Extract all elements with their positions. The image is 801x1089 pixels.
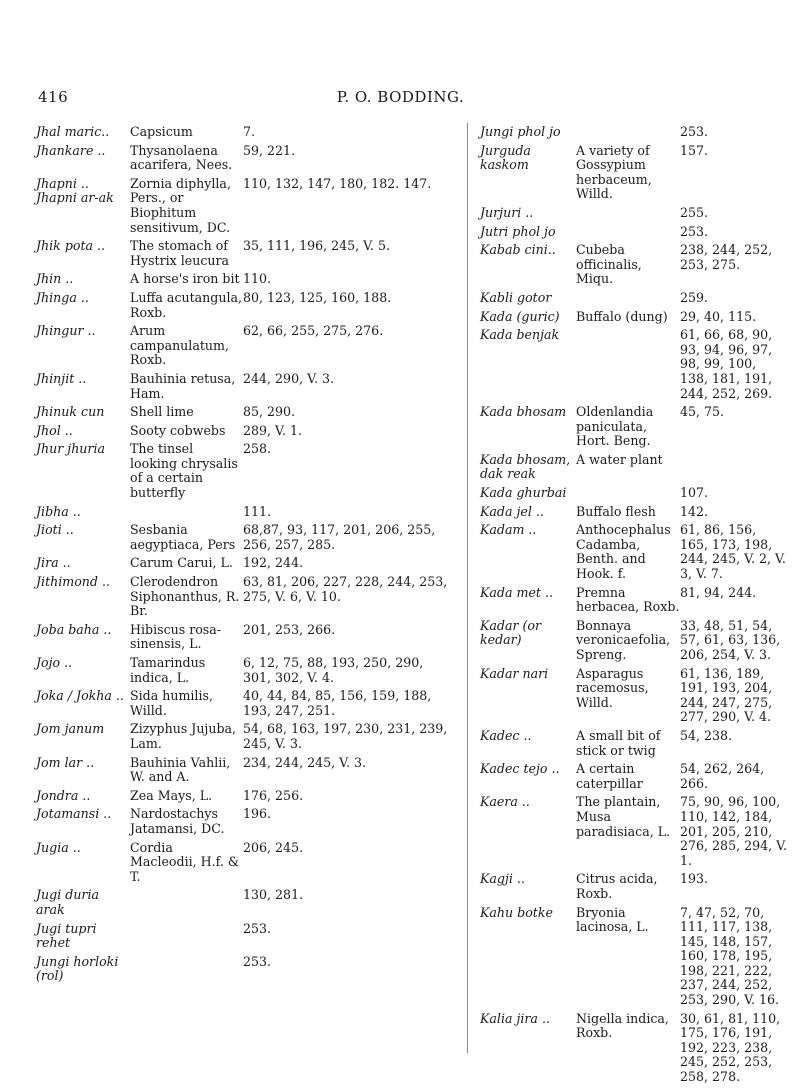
entry-term: Kada benjak [480,327,560,343]
entry-meaning: Capsicum [130,124,193,139]
entry-meaning: A certain caterpillar [576,761,643,791]
entry-refs: 193. [680,871,709,887]
index-entry [36,424,454,439]
entry-meaning: Oldenlandia paniculata, Hort. Beng. [576,404,654,449]
entry-meaning: Sesbania aegyptiaca, Pers [130,522,236,552]
entry-term: Jojo .. [36,655,73,670]
entry-meaning [576,328,680,401]
entry-refs: 107. [680,485,709,501]
index-entry [36,239,454,268]
entry-meaning: Arum campanulatum, Roxb. [130,323,229,368]
index-entry [480,291,780,306]
entry-term: Joka / Jokha .. [36,688,124,704]
entry-term: Kadec tejo .. [480,761,560,777]
index-entry [36,405,454,420]
entry-meaning: Cubeba officinalis, Miqu. [576,242,642,287]
index-entry [480,729,780,758]
entry-meaning: Bryonia lacinosa, L. [576,904,649,935]
entry-refs: 62, 66, 255, 275, 276. [243,323,384,339]
entry-term: Jhingur .. [36,323,96,339]
entry-term: Jhur jhuria [36,441,105,457]
entry-refs: 61, 66, 68, 90, 93, 94, 96, 97, 98, 99, 100, 138, 181, 191, 244, 252, 269. [680,327,773,401]
entry-refs: 238, 244, 252, 253, 275. [680,242,773,272]
entry-meaning: Sida humilis, Willd. [130,688,213,718]
entry-meaning [576,125,680,140]
entry-refs: 253. [243,920,272,936]
entry-meaning [130,922,243,951]
entry-meaning: Zea Mays, L. [130,787,213,803]
entry-term: Jugi tupri rehet [36,920,97,951]
entry-refs: 259. [680,289,709,305]
entry-refs: 30, 61, 81, 110, 175, 176, 191, 192, 223, 238, 245, 252, 253, 258, 278. [680,1010,781,1085]
entry-term: Kada jel .. [480,503,544,519]
entry-refs: 196. [243,806,272,822]
index-entry [36,955,454,984]
entry-term: Jugia .. [36,839,81,855]
entry-term: Jithimond .. [36,574,110,590]
entry-term: Kagji .. [480,871,525,887]
index-entry [36,144,454,173]
entry-refs: 61, 86, 156, 165, 173, 198, 244, 245, V. 2, V. 3, V. 7. [680,522,786,582]
entry-term: Jom lar .. [36,754,95,770]
entry-refs: 61, 136, 189, 191, 193, 204, 244, 247, 275, 277, 290, V. 4. [680,665,773,725]
entry-term: Jungi horloki (rol) [36,953,119,984]
entry-term: Joba baha .. [36,621,112,637]
index-entry [36,689,454,718]
index-entry [480,586,780,615]
entry-meaning: The tinsel looking chrysalis of a certain butterfly [130,441,238,501]
entry-refs: 244, 290, V. 3. [243,370,335,386]
running-title: P. O. BODDING. [336,88,465,106]
entry-refs: 206, 245. [243,839,304,855]
entry-term: Jugi duria arak [36,887,99,917]
entry-refs: 54, 68, 163, 197, 230, 231, 239, 245, V. 3. [243,721,448,751]
entry-refs: 253. [680,124,709,139]
entry-meaning: Bonnaya veronicaefolia, Spreng. [576,617,671,662]
entry-refs: 68,87, 93, 117, 201, 206, 255, 256, 257, 285. [243,522,436,552]
entry-meaning [576,206,680,221]
index-entry [36,789,454,804]
entry-refs: 80, 123, 125, 160, 188. [243,289,392,305]
entry-meaning: Zornia diphylla, Pers., or Biophitum sensitivum, DC. [130,175,231,235]
index-entry [480,505,780,520]
index-entry [36,922,454,951]
entry-meaning [130,955,243,984]
entry-meaning: Clerodendron Siphonanthus, R. Br. [130,574,240,619]
entry-term: Jioti .. [36,522,74,538]
index-entry [36,324,454,368]
entry-meaning: A small bit of stick or twig [576,727,661,758]
entry-meaning: Thysanolaena acarifera, Nees. [130,142,233,173]
index-entry [36,807,454,836]
index-entry [36,888,454,917]
entry-term: Jotamansi .. [36,806,112,822]
entry-refs: 253. [680,223,709,239]
index-entry [480,243,780,287]
index-entry [36,556,454,571]
entry-refs: 201, 253, 266. [243,621,336,637]
entry-meaning: Bauhinia retusa, Ham. [130,370,236,401]
index-entry [36,505,454,520]
index-entry [36,841,454,885]
entry-term: Jhinuk cun [36,404,105,420]
entry-refs: 255. [680,204,709,220]
entry-refs: 192, 244. [243,555,304,571]
entry-meaning [576,291,680,306]
entry-meaning: Buffalo (dung) [576,308,668,324]
entry-term: Kada bhosam, dak reak [480,451,571,482]
entry-term: Jungi phol jo [480,124,561,139]
index-entry [36,442,454,500]
entry-meaning: Nardostachys Jatamansi, DC. [130,806,225,836]
entry-refs: 157. [680,142,709,158]
index-entry [480,225,780,240]
index-entry [480,453,780,482]
entry-meaning: Luffa acutangula, Roxb. [130,289,242,320]
entry-meaning: Cordia Macleodii, H.f. & T. [130,839,240,884]
entry-refs: 176, 256. [243,787,304,803]
entry-refs [680,453,788,482]
entry-term: Jondra .. [36,787,91,803]
index-entry [36,177,454,235]
entry-meaning: Sooty cobwebs [130,422,226,438]
index-entry [36,575,454,619]
entry-term: Kadar nari [480,665,549,681]
index-entry [480,906,780,1008]
index-entry [480,762,780,791]
index-entry [480,486,780,501]
index-entry [36,722,454,751]
entry-term: Jibha .. [36,503,81,519]
entry-term: Jhol .. [36,422,73,438]
index-entry [480,794,788,868]
entry-meaning [130,505,243,520]
entry-term: Jhinjit .. [36,370,87,386]
entry-term: Kada ghurbai [480,485,567,501]
entry-meaning: Premna herbacea, Roxb. [576,584,680,615]
index-entry [36,756,454,785]
entry-term: Kada met .. [480,584,553,600]
index-entry [480,310,780,325]
entry-meaning: Tamarindus indica, L. [130,655,206,685]
entry-refs: 111. [243,503,272,519]
index-entry [36,372,454,401]
entry-meaning: The stomach of Hystrix leucura [130,238,230,268]
entry-meaning: Asparagus racemosus, Willd. [576,665,649,710]
entry-term: Jutri phol jo [480,223,556,239]
left-column [36,125,454,988]
entry-term: Kaera .. [480,794,530,810]
index-entry [480,125,780,140]
entry-meaning: Buffalo flesh [576,503,656,519]
entry-term: Kalia jira .. [480,1010,550,1026]
entry-meaning [130,888,243,917]
entry-refs: 6, 12, 75, 88, 193, 250, 290, 301, 302, V. 4. [243,655,424,685]
entry-refs: 253. [243,953,272,969]
index-entry [480,667,780,725]
entry-refs: 40, 44, 84, 85, 156, 159, 188, 193, 247, 251. [243,688,432,718]
page-header [0,88,801,108]
entry-refs: 142. [680,503,709,519]
page-number: 416 [38,88,69,106]
entry-refs: 81, 94, 244. [680,584,757,600]
entry-refs: 54, 262, 264, 266. [680,761,765,791]
entry-meaning [576,486,680,501]
entry-meaning: Hibiscus rosa-sinensis, L. [130,621,222,652]
entry-meaning: Citrus acida, Roxb. [576,871,658,901]
entry-term: Jhin .. [36,271,74,287]
entry-refs: 130, 281. [243,887,304,903]
entry-refs: 110. [243,271,272,287]
index-entry [36,623,454,652]
entry-refs: 29, 40, 115. [680,308,757,324]
index-entry [480,1012,780,1085]
entry-term: Kada (guric) [480,308,560,324]
entry-refs: 75, 90, 96, 100, 110, 142, 184, 201, 205, 210, 276, 285, 294, V. 1. [680,794,788,868]
index-entry [36,523,454,552]
index-entry [36,291,454,320]
entry-term: Kadec .. [480,727,532,743]
entry-term: Jira .. [36,555,71,571]
index-entry [480,405,780,449]
entry-term: Kabli gotor [480,289,552,305]
index-entry [480,206,780,221]
entry-refs: 234, 244, 245, V. 3. [243,754,367,770]
entry-term: Jhankare .. [36,142,106,158]
entry-refs: 54, 238. [680,727,733,743]
entry-refs: 7, 47, 52, 70, 111, 117, 138, 145, 148, 157, 160, 178, 195, 198, 221, 222, 237, 244, 252, 253, 290, V. 16. [680,904,780,1008]
index-entry [36,656,454,685]
entry-term: Jhapni .. Jhapni ar-ak [36,175,114,206]
entry-term: Jom janum [36,721,105,737]
entry-refs: 59, 221. [243,142,296,158]
entry-term: Kadam .. [480,522,537,538]
entry-term: Jhinga .. [36,289,89,305]
entry-meaning: Shell lime [130,404,194,420]
entry-meaning: A water plant [576,451,663,467]
entry-refs: 33, 48, 51, 54, 57, 61, 63, 136, 206, 254, V. 3. [680,617,781,662]
entry-term: Jurjuri .. [480,204,534,220]
entry-term: Kada bhosam [480,404,567,420]
entry-term: Kabab cini.. [480,242,556,258]
entry-refs: 110, 132, 147, 180, 182. 147. [243,175,432,191]
entry-refs: 85, 290. [243,404,296,420]
index-entry [480,144,780,202]
entry-meaning [576,225,680,240]
entry-meaning: Bauhinia Vahlii, W. and A. [130,754,231,785]
entry-refs: 35, 111, 196, 245, V. 5. [243,238,391,254]
entry-meaning: Nigella indica, Roxb. [576,1010,669,1041]
index-entry [36,272,454,287]
index-entry [36,125,454,140]
index-entry [480,619,780,663]
entry-meaning: A variety of Gossypium herbaceum, Willd. [576,142,652,202]
entry-term: Jhal maric.. [36,124,110,139]
index-entry [480,872,780,901]
entry-refs: 7. [243,124,256,139]
entry-term: Jurguda kaskom [480,142,531,173]
entry-term: Kahu botke [480,904,553,920]
index-entry [480,328,780,401]
entry-term: Jhik pota .. [36,238,106,254]
entry-meaning: Carum Carui, L. [130,555,233,571]
entry-meaning: A horse's iron bit [130,271,240,287]
entry-refs: 63, 81, 206, 227, 228, 244, 253, 275, V. 6, V. 10. [243,574,448,604]
entry-refs: 258. [243,441,272,457]
entry-meaning: Anthocephalus Cadamba, Benth. and Hook. f. [576,522,671,582]
entry-meaning: The plantain, Musa paradisiaca, L. [576,794,671,839]
index-entry [480,522,786,582]
column-divider [467,123,468,1053]
entry-refs: 289, V. 1. [243,422,302,438]
right-column [480,124,788,1089]
entry-refs: 45, 75. [680,404,725,420]
entry-term: Kadar (or kedar) [480,617,542,648]
entry-meaning: Zizyphus Jujuba, Lam. [130,721,237,751]
